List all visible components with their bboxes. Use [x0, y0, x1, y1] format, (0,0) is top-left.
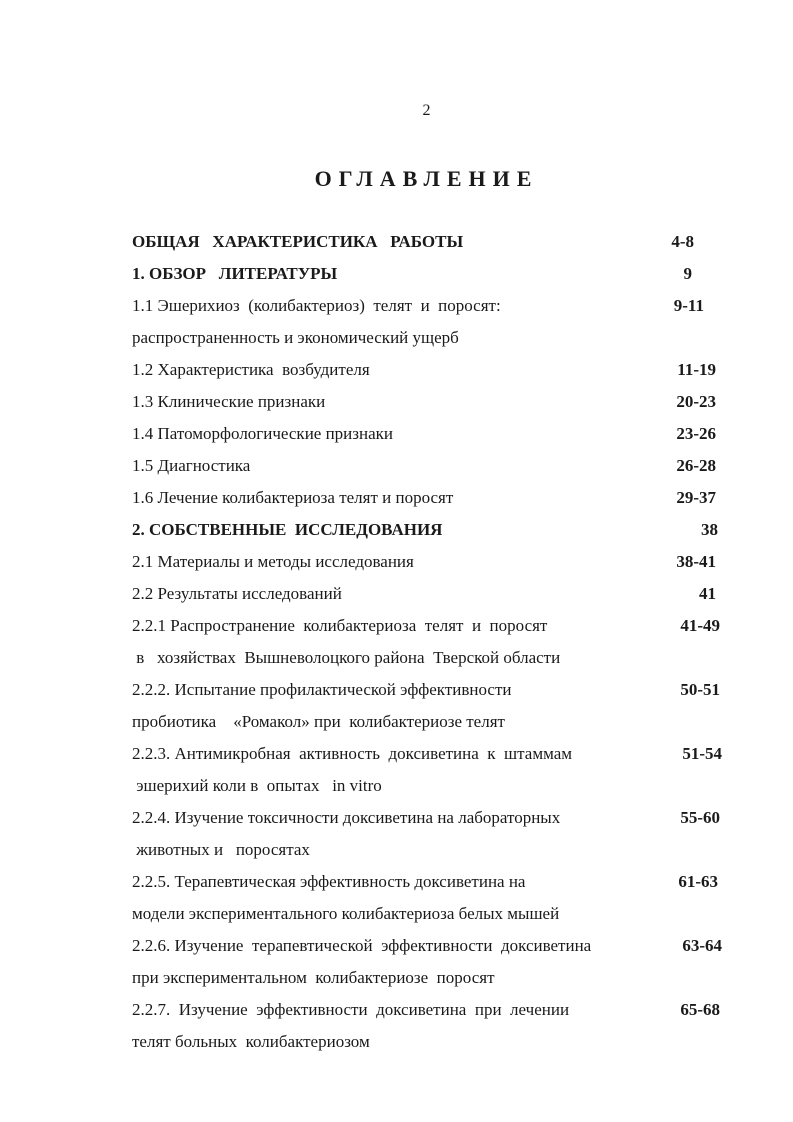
toc-entry-page: 38 — [701, 520, 718, 539]
toc-entry-text: 1.4 Патоморфологические признаки — [132, 424, 393, 443]
toc-entry-text: 2.1 Материалы и методы исследования — [132, 552, 414, 571]
toc-entry-text: распространенность и экономический ущерб — [132, 328, 459, 347]
toc-entry-page: 23-26 — [676, 424, 716, 443]
toc-entry-page: 61-63 — [678, 872, 718, 891]
toc-entry-text: 2.2.3. Антимикробная активность доксиветина к штаммам — [132, 744, 573, 763]
toc-entry-text: 2.2.2. Испытание профилактической эффективности — [132, 680, 512, 699]
toc-entry-text: 1.3 Клинические признаки — [132, 392, 326, 411]
toc-entry-page: 38-41 — [676, 552, 716, 571]
toc-entry-text: при экспериментальном колибактериозе поросят — [132, 968, 495, 987]
toc-entry-text: 2.2.5. Терапевтическая эффективность доксиветина на — [132, 872, 526, 891]
toc-entry-page: 20-23 — [676, 392, 716, 411]
page-number: 2 — [422, 102, 431, 119]
toc-entry-text: 2.2.4. Изучение токсичности доксиветина на лабораторных — [132, 808, 561, 827]
toc-entry-text: животных и поросятах — [132, 840, 310, 859]
toc-entry-page: 9-11 — [673, 296, 704, 315]
toc-entry-text: 1.5 Диагностика — [132, 456, 251, 475]
toc-entry-text: 2.2.1 Распространение колибактериоза телят и поросят — [132, 616, 548, 635]
toc-entry-text: 1.6 Лечение колибактериоза телят и поросят — [132, 488, 454, 507]
toc-entry-text: ОБЩАЯ ХАРАКТЕРИСТИКА РАБОТЫ — [132, 232, 464, 251]
toc-entry-page: 41 — [699, 584, 716, 603]
toc-entry-text: 2.2.6. Изучение терапевтической эффективности доксиветина — [132, 936, 592, 955]
toc-entry-page: 26-28 — [676, 456, 716, 475]
toc-entry-text: 1.1 Эшерихиоз (колибактериоз) телят и поросят: — [132, 296, 501, 315]
toc-entry-page: 11-19 — [677, 360, 716, 379]
toc-entry-page: 63-64 — [682, 936, 722, 955]
toc-entry-text: 2.2 Результаты исследований — [132, 584, 342, 603]
toc-entry-page: 50-51 — [680, 680, 720, 699]
toc-entry-page: 55-60 — [680, 808, 720, 827]
toc-entry-page: 4-8 — [671, 232, 694, 251]
toc-entry-text: 2.2.7. Изучение эффективности доксиветина при лечении — [132, 1000, 570, 1019]
toc-entry-text: телят больных колибактериозом — [132, 1032, 370, 1051]
toc-entry-text: модели экспериментального колибактериоза белых мышей — [132, 904, 560, 923]
toc-entry-page: 51-54 — [682, 744, 722, 763]
toc-entry-page: 41-49 — [680, 616, 720, 635]
toc-entry-text: эшерихий коли в опытах in vitro — [132, 776, 382, 795]
toc-entry-text: пробиотика «Ромакол» при колибактериозе телят — [132, 712, 505, 731]
toc-entry-page: 9 — [683, 264, 692, 283]
toc-entry-page: 29-37 — [676, 488, 716, 507]
toc-title: ОГЛАВЛЕНИЕ — [314, 166, 539, 191]
toc-entry-text: 1. ОБЗОР ЛИТЕРАТУРЫ — [132, 264, 338, 283]
toc-entry-text: 2. СОБСТВЕННЫЕ ИССЛЕДОВАНИЯ — [132, 520, 443, 539]
toc-entry-text: 1.2 Характеристика возбудителя — [132, 360, 370, 379]
toc-entry-page: 65-68 — [680, 1000, 720, 1019]
toc-entry-text: в хозяйствах Вышневолоцкого района Тверской области — [132, 648, 561, 667]
